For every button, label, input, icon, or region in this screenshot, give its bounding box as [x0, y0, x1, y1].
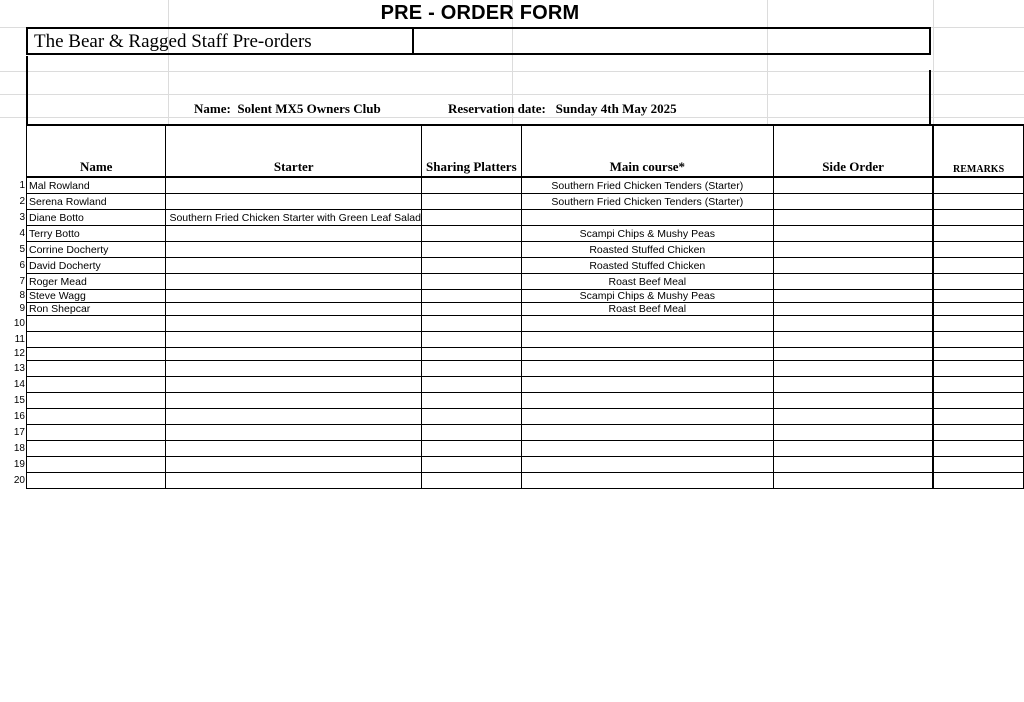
name-cell[interactable] — [13, 316, 166, 332]
table-row — [27, 457, 1024, 473]
column-header-starter: Starter — [166, 125, 422, 177]
restaurant-title-box — [26, 27, 931, 55]
side-order-cell[interactable] — [773, 242, 933, 258]
side-order-cell[interactable] — [773, 226, 933, 242]
side-order-cell[interactable] — [773, 258, 933, 274]
sharing-platters-cell[interactable] — [422, 393, 522, 409]
side-order-cell[interactable] — [773, 409, 933, 425]
column-header-name: Name — [27, 125, 166, 177]
sharing-platters-cell[interactable] — [422, 377, 522, 393]
main-course-cell[interactable] — [521, 316, 773, 332]
main-course-cell[interactable] — [521, 393, 773, 409]
row-number: 11 — [14, 334, 25, 345]
table-row — [27, 361, 1024, 377]
main-course-cell[interactable] — [521, 361, 773, 377]
reservation-label: Reservation date: — [448, 101, 546, 116]
sharing-platters-cell[interactable] — [422, 210, 522, 226]
club-name-line — [194, 101, 381, 117]
column-header-remarks: REMARKS — [933, 125, 1023, 177]
booking-info — [26, 56, 931, 126]
row-number: 19 — [13, 459, 25, 470]
guest-name: Roger Mead — [29, 276, 87, 288]
side-order-cell[interactable] — [773, 457, 933, 473]
starter-cell[interactable] — [166, 457, 422, 473]
remarks-cell[interactable] — [933, 457, 1023, 473]
side-order-cell[interactable] — [773, 393, 933, 409]
reservation-date: Sunday 4th May 2025 — [555, 101, 677, 116]
main-course-cell[interactable] — [521, 473, 773, 489]
starter-cell[interactable] — [166, 393, 422, 409]
name-cell[interactable] — [13, 425, 166, 441]
table-row — [27, 441, 1024, 457]
side-order-cell[interactable] — [773, 377, 933, 393]
starter-cell[interactable] — [166, 377, 422, 393]
column-header-sharing-platters: Sharing Platters — [422, 125, 522, 177]
main-course-cell[interactable] — [521, 377, 773, 393]
side-order-cell[interactable] — [773, 473, 933, 489]
main-course-cell[interactable]: Southern Fried Chicken Tenders (Starter) — [521, 177, 773, 194]
sharing-platters-cell[interactable] — [422, 473, 522, 489]
main-course-cell[interactable] — [521, 332, 773, 348]
starter-cell[interactable] — [166, 194, 422, 210]
sharing-platters-cell[interactable] — [422, 316, 522, 332]
starter-cell[interactable] — [166, 348, 422, 361]
main-course-cell[interactable] — [521, 425, 773, 441]
name-cell[interactable] — [19, 242, 166, 258]
starter-cell[interactable] — [166, 177, 422, 194]
main-course-cell[interactable]: Roasted Stuffed Chicken — [521, 242, 773, 258]
starter-cell[interactable] — [166, 290, 422, 303]
main-course-cell[interactable] — [521, 441, 773, 457]
remarks-cell[interactable] — [933, 226, 1023, 242]
table-row — [27, 210, 1024, 226]
guest-name: David Docherty — [29, 260, 101, 272]
table-row — [27, 303, 1024, 316]
divider — [412, 29, 414, 53]
row-number: 9 — [19, 303, 25, 314]
name-cell[interactable] — [19, 258, 166, 274]
table-row — [27, 258, 1024, 274]
sharing-platters-cell[interactable] — [422, 274, 522, 290]
row-number: 7 — [19, 276, 25, 287]
table-row — [27, 409, 1024, 425]
starter-cell[interactable] — [166, 258, 422, 274]
table-row — [27, 377, 1024, 393]
sharing-platters-cell[interactable] — [422, 409, 522, 425]
row-number: 1 — [19, 180, 25, 191]
guest-name: Serena Rowland — [29, 196, 107, 208]
starter-cell[interactable]: Southern Fried Chicken Starter with Green Leaf Salad — [166, 210, 422, 226]
sharing-platters-cell[interactable] — [422, 348, 522, 361]
remarks-cell[interactable] — [933, 274, 1023, 290]
side-order-cell[interactable] — [773, 361, 933, 377]
row-number: 13 — [13, 363, 25, 374]
starter-cell[interactable] — [166, 274, 422, 290]
row-number: 8 — [19, 290, 25, 301]
row-number: 14 — [13, 379, 25, 390]
row-number: 12 — [13, 348, 25, 359]
row-number: 17 — [13, 427, 25, 438]
main-course-cell[interactable]: Roast Beef Meal — [521, 303, 773, 316]
starter-cell[interactable] — [166, 409, 422, 425]
restaurant-name: The Bear & Ragged Staff Pre-orders — [34, 31, 312, 52]
main-course-cell[interactable] — [521, 210, 773, 226]
remarks-cell[interactable] — [933, 441, 1023, 457]
row-number: 15 — [13, 395, 25, 406]
main-course-cell[interactable] — [521, 409, 773, 425]
side-order-cell[interactable] — [773, 316, 933, 332]
remarks-cell[interactable] — [933, 242, 1023, 258]
header-row — [27, 125, 1024, 177]
main-course-cell[interactable]: Scampi Chips & Mushy Peas — [521, 290, 773, 303]
side-order-cell[interactable] — [773, 194, 933, 210]
column-header-main-course: Main course* — [521, 125, 773, 177]
starter-cell[interactable] — [166, 441, 422, 457]
row-number: 16 — [13, 411, 25, 422]
remarks-cell[interactable] — [933, 210, 1023, 226]
row-number: 2 — [19, 196, 25, 207]
starter-cell[interactable] — [166, 361, 422, 377]
row-number: 10 — [13, 318, 25, 329]
form-title: PRE - ORDER FORM — [380, 2, 580, 24]
side-order-cell[interactable] — [773, 290, 933, 303]
row-number: 6 — [19, 260, 25, 271]
starter-cell[interactable] — [166, 473, 422, 489]
remarks-cell[interactable] — [933, 332, 1023, 348]
guest-name: Steve Wagg — [29, 290, 86, 302]
name-cell[interactable] — [19, 177, 166, 194]
main-course-cell[interactable] — [521, 348, 773, 361]
sharing-platters-cell[interactable] — [422, 258, 522, 274]
divider — [26, 56, 28, 126]
guest-name: Mal Rowland — [29, 180, 90, 192]
name-cell[interactable] — [13, 361, 166, 377]
name-cell[interactable] — [19, 210, 166, 226]
starter-cell[interactable] — [166, 303, 422, 316]
table-row — [27, 290, 1024, 303]
remarks-cell[interactable] — [933, 290, 1023, 303]
remarks-cell[interactable] — [933, 409, 1023, 425]
side-order-cell[interactable] — [773, 441, 933, 457]
guest-name: Ron Shepcar — [29, 303, 91, 315]
side-order-cell[interactable] — [773, 177, 933, 194]
name-cell[interactable] — [13, 348, 166, 361]
column-header-side-order: Side Order — [773, 125, 933, 177]
remarks-cell[interactable] — [933, 194, 1023, 210]
remarks-cell[interactable] — [933, 377, 1023, 393]
remarks-cell[interactable] — [933, 361, 1023, 377]
row-number: 18 — [13, 443, 25, 454]
sharing-platters-cell[interactable] — [422, 177, 522, 194]
side-order-cell[interactable] — [773, 303, 933, 316]
table-row — [27, 425, 1024, 441]
sharing-platters-cell[interactable] — [422, 242, 522, 258]
sharing-platters-cell[interactable] — [422, 226, 522, 242]
club-name: Solent MX5 Owners Club — [237, 101, 381, 116]
table-row — [27, 473, 1024, 489]
main-course-cell[interactable]: Roast Beef Meal — [521, 274, 773, 290]
table-row — [27, 316, 1024, 332]
starter-cell[interactable] — [166, 242, 422, 258]
name-cell[interactable] — [13, 409, 166, 425]
sharing-platters-cell[interactable] — [422, 290, 522, 303]
starter-cell[interactable] — [166, 332, 422, 348]
side-order-cell[interactable] — [773, 348, 933, 361]
name-cell[interactable] — [19, 303, 166, 316]
row-number: 20 — [13, 475, 25, 486]
name-cell[interactable] — [14, 332, 166, 348]
row-number: 5 — [19, 244, 25, 255]
table-row — [27, 348, 1024, 361]
guest-name: Diane Botto — [29, 212, 84, 224]
remarks-cell[interactable] — [933, 393, 1023, 409]
starter-cell[interactable] — [166, 226, 422, 242]
remarks-cell[interactable] — [933, 348, 1023, 361]
pre-order-table — [13, 124, 1024, 489]
table-row — [27, 332, 1024, 348]
name-cell[interactable] — [13, 457, 166, 473]
table-row — [27, 194, 1024, 210]
starter-cell[interactable] — [166, 425, 422, 441]
name-cell[interactable] — [19, 290, 166, 303]
row-number: 4 — [19, 228, 25, 239]
row-number: 3 — [19, 212, 25, 223]
remarks-cell[interactable] — [933, 303, 1023, 316]
name-cell[interactable] — [19, 274, 166, 290]
sharing-platters-cell[interactable] — [422, 303, 522, 316]
name-cell[interactable] — [19, 194, 166, 210]
remarks-cell[interactable] — [933, 177, 1023, 194]
name-cell[interactable] — [19, 226, 166, 242]
side-order-cell[interactable] — [773, 274, 933, 290]
sharing-platters-cell[interactable] — [422, 361, 522, 377]
table-row — [27, 177, 1024, 194]
remarks-cell[interactable] — [933, 473, 1023, 489]
table-row — [27, 242, 1024, 258]
side-order-cell[interactable] — [773, 332, 933, 348]
reservation-line — [448, 101, 677, 117]
starter-cell[interactable] — [166, 316, 422, 332]
name-cell[interactable] — [13, 377, 166, 393]
main-course-cell[interactable] — [521, 457, 773, 473]
sharing-platters-cell[interactable] — [422, 457, 522, 473]
table-row — [27, 393, 1024, 409]
main-course-cell[interactable]: Southern Fried Chicken Tenders (Starter) — [521, 194, 773, 210]
remarks-cell[interactable] — [933, 425, 1023, 441]
main-course-cell[interactable]: Roasted Stuffed Chicken — [521, 258, 773, 274]
name-cell[interactable] — [13, 473, 166, 489]
guest-name: Corrine Docherty — [29, 244, 109, 256]
sharing-platters-cell[interactable] — [422, 332, 522, 348]
remarks-cell[interactable] — [933, 316, 1023, 332]
remarks-cell[interactable] — [933, 258, 1023, 274]
divider — [929, 70, 931, 126]
name-cell[interactable] — [13, 441, 166, 457]
sharing-platters-cell[interactable] — [422, 441, 522, 457]
side-order-cell[interactable] — [773, 425, 933, 441]
side-order-cell[interactable] — [773, 210, 933, 226]
sharing-platters-cell[interactable] — [422, 425, 522, 441]
name-label: Name: — [194, 101, 231, 116]
table-row — [27, 274, 1024, 290]
main-course-cell[interactable]: Scampi Chips & Mushy Peas — [521, 226, 773, 242]
table-row — [27, 226, 1024, 242]
sharing-platters-cell[interactable] — [422, 194, 522, 210]
name-cell[interactable] — [13, 393, 166, 409]
guest-name: Terry Botto — [29, 228, 80, 240]
